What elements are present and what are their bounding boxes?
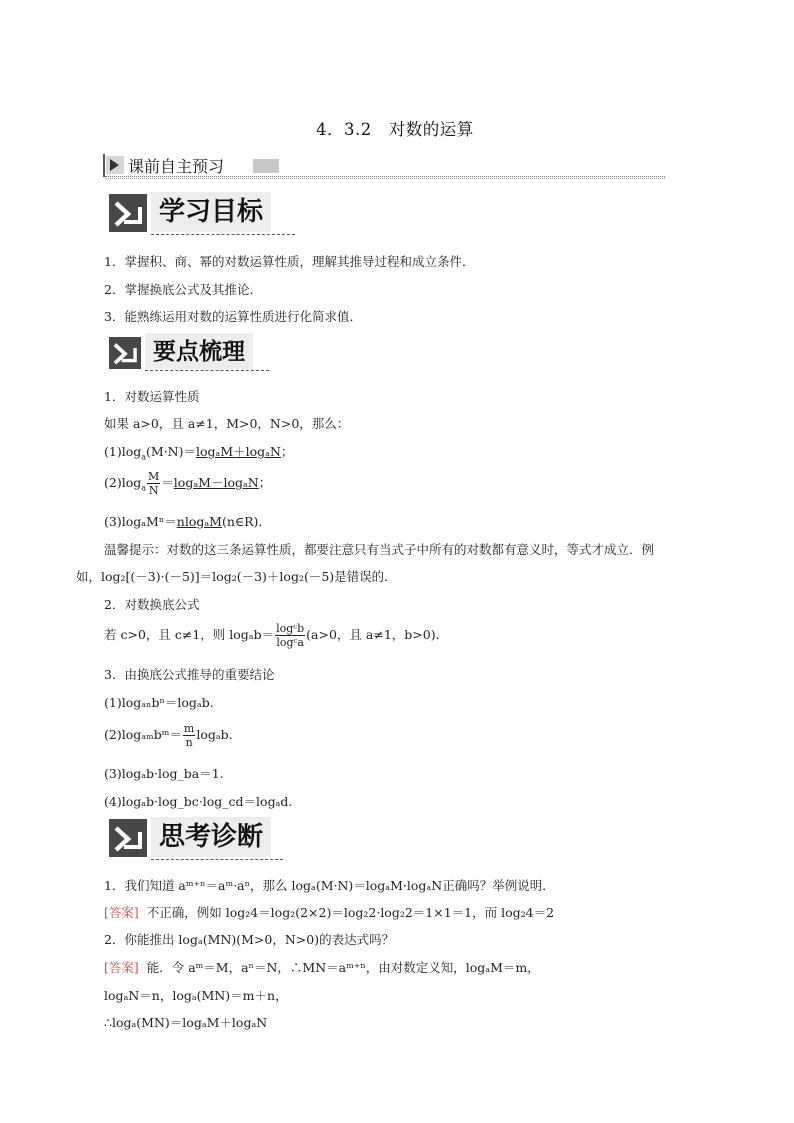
fraction-denominator: logᶜa: [276, 636, 304, 649]
formula-3-prefix: (3)logₐMⁿ＝: [104, 514, 177, 529]
section-banner: [103, 151, 665, 179]
heading-underline: [151, 859, 283, 860]
banner-divider-2: [105, 178, 665, 179]
formula-1-end: ；: [280, 444, 294, 459]
result-2-prefix: (2)logₐₘbᵐ＝: [104, 727, 182, 742]
answer-tag: [答案]: [104, 905, 139, 920]
heading-goals: [109, 192, 295, 236]
cob-prefix: 若 c>0，且 c≠1，则 logₐb＝: [104, 627, 275, 642]
fraction-denominator: N: [148, 484, 159, 497]
kp-section-3-title: 3．由换底公式推导的重要结论: [104, 667, 275, 682]
heading-underline: [145, 370, 269, 371]
page-title: 4．3.2 对数的运算: [316, 120, 474, 139]
play-arrow-icon: [106, 156, 124, 174]
answer-1-text: 不正确，例如 log₂4＝log₂(2×2)＝log₂2·log₂2＝1×1＝1，而 log₂4＝2: [146, 905, 555, 920]
chevron-right-icon: [109, 819, 147, 857]
formula-2-fraction: [147, 470, 160, 497]
answer-2-line-2: logₐN＝n，logₐ(MN)＝m＋n，: [104, 988, 288, 1003]
heading-key-points-text: 要点梳理: [145, 333, 253, 369]
banner-edge: [103, 154, 105, 177]
tip-line-1: 温馨提示：对数的这三条运算性质，都要注意只有当式子中所有的对数都有意义时，等式才成立．例: [104, 542, 655, 557]
kp-section-1-title: 1．对数运算性质: [104, 389, 200, 404]
answer-2-line-1: 能．令 aᵐ＝M，aⁿ＝N，∴MN＝aᵐ⁺ⁿ，由对数定义知，logₐM＝m，: [146, 960, 540, 975]
chevron-right-icon: [109, 194, 147, 232]
goal-item-1: 1．掌握积、商、幂的对数运算性质，理解其推导过程和成立条件．: [104, 254, 475, 269]
heading-underline: [151, 234, 295, 235]
formula-3-end: (n∈R)．: [221, 514, 271, 529]
formula-2-prefix: (2)log: [104, 475, 142, 490]
question-2: 2．你能推出 logₐ(MN)(M>0，N>0)的表达式吗？: [104, 932, 395, 947]
formula-1-answer: logₐM＋logₐN: [195, 444, 281, 459]
heading-think: [109, 817, 283, 861]
fraction-numerator: m: [183, 722, 195, 735]
kp-condition: 如果 a>0，且 a≠1，M>0，N>0，那么：: [104, 416, 350, 431]
formula-1-prefix: (1)log: [104, 444, 142, 459]
answer-1: [104, 903, 554, 921]
goal-item-3: 3．能熟练运用对数的运算性质进行化简求值．: [104, 309, 362, 324]
formula-1: $(1)\log_a(M\cdot N)=\log_aM+\log_aN$；: [104, 444, 294, 462]
formula-2-end: ；: [258, 475, 272, 490]
fraction-numerator: logᶜb: [276, 622, 305, 635]
change-of-base-formula: [104, 622, 448, 649]
chevron-right-icon: [109, 337, 141, 369]
answer-tag: [答案]: [104, 960, 139, 975]
formula-2-eq: ＝: [161, 475, 174, 490]
formula-3: [104, 512, 271, 530]
formula-2: $(2)\log_a$ $\frac{M}{N}$ ＝logₐM－logₐN；: [104, 470, 272, 497]
banner-fill-block: [253, 159, 279, 173]
fraction-denominator: n: [183, 735, 195, 749]
cob-fraction: [275, 622, 305, 649]
result-3: (3)logₐb·log_ba＝1.: [104, 766, 224, 781]
cob-suffix: (a>0，且 a≠1，b>0)．: [306, 627, 449, 642]
result-1: (1)logₐₙbⁿ＝logₐb.: [104, 695, 214, 710]
formula-2-answer: logₐM－logₐN: [173, 475, 259, 490]
heading-goals-text: 学习目标: [151, 192, 271, 232]
heading-think-text: 思考诊断: [151, 817, 271, 857]
goal-item-2: 2．掌握换底公式及其推论．: [104, 282, 262, 297]
formula-3-answer: nlogₐM: [176, 514, 222, 529]
fraction-numerator: M: [148, 470, 160, 483]
result-2-fraction: [183, 722, 195, 749]
result-2-suffix: logₐb.: [196, 727, 233, 742]
kp-section-2-title: 2．对数换底公式: [104, 597, 200, 612]
answer-2-line-3: ∴logₐ(MN)＝logₐM＋logₐN: [104, 1015, 268, 1030]
tip-line-2: 如，log₂[(－3)·(－5)]＝log₂(－3)＋log₂(－5)是错误的．: [76, 569, 397, 584]
formula-1-mid: (M·N)＝: [146, 444, 196, 459]
section-label: 课前自主预习: [128, 157, 225, 176]
result-4: (4)logₐb·log_bc·log_cd＝logₐd.: [104, 794, 293, 809]
answer-2: [104, 958, 540, 976]
banner-divider: [105, 176, 665, 177]
heading-key-points: [109, 333, 269, 377]
result-2: [104, 722, 233, 749]
question-1: 1．我们知道 aᵐ⁺ⁿ＝aᵐ·aⁿ，那么 logₐ(M·N)＝logₐM·logₐN正确吗？举例说明．: [104, 878, 555, 893]
